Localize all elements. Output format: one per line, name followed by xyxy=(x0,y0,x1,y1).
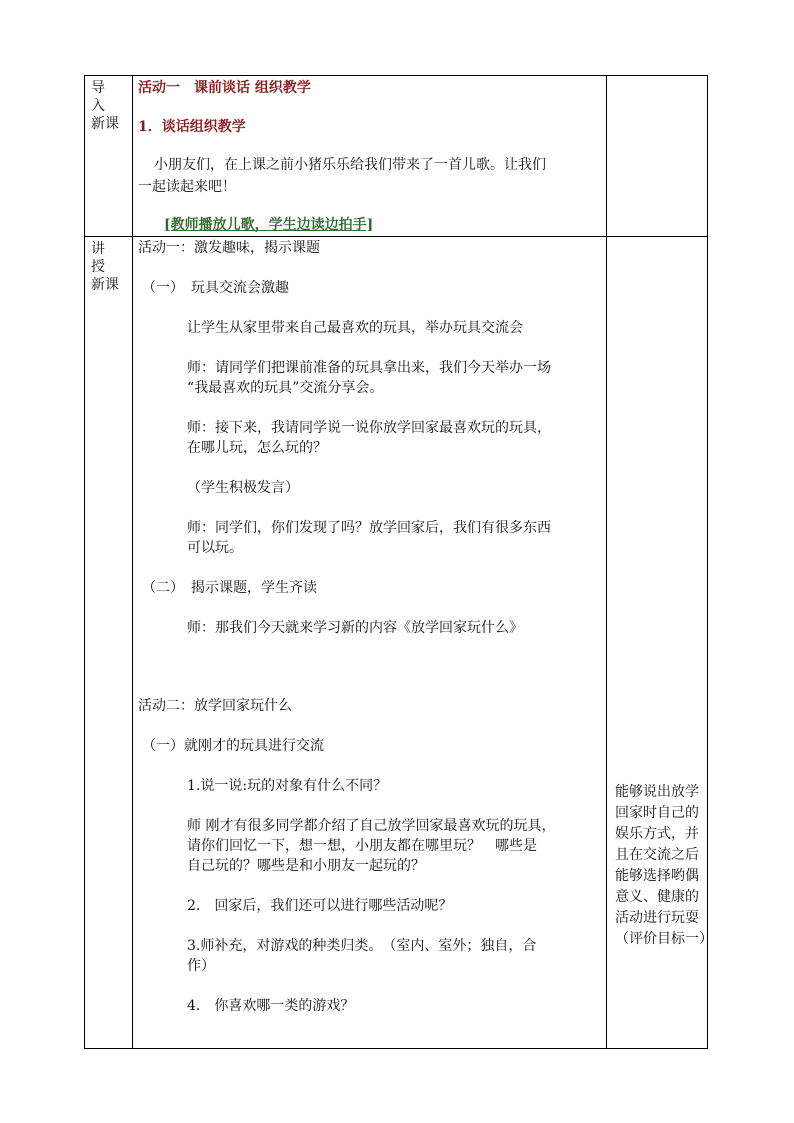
evaluation-line: 娱乐方式，并 xyxy=(615,826,699,842)
lesson-line: 1.说一说:玩的对象有什么不同？ xyxy=(187,778,388,794)
intro-label-cell xyxy=(85,76,133,237)
lesson-line: 师 刚才有很多同学都介绍了自己放学回家最喜欢玩的玩具， xyxy=(187,818,556,834)
intro-row xyxy=(85,76,708,237)
evaluation-line: （评价目标一） xyxy=(615,931,713,947)
lesson-line: 3.师补充，对游戏的种类归类。 （室内、室外；独自，合 xyxy=(187,938,537,954)
section1-heading: （一） 玩具交流会激趣 xyxy=(142,280,289,296)
lesson-line: 2. 回家后，我们还可以进行哪些活动呢？ xyxy=(187,898,453,914)
lesson-line: 师：请同学们把课前准备的玩具拿出来，我们今天举办一场 xyxy=(187,360,551,376)
intro-eval-cell xyxy=(607,76,708,237)
section2-heading: （二） 揭示课题，学生齐读 xyxy=(142,580,317,596)
lesson-content-cell xyxy=(133,237,607,1049)
intro-step-title: 1．谈话组织教学 xyxy=(138,119,246,135)
intro-paragraph-line1: 小朋友们，在上课之前小猪乐乐给我们带来了一首儿歌。让我们 xyxy=(154,157,546,173)
activity2-title: 活动二：放学回家玩什么 xyxy=(138,698,292,714)
intro-label-line1: 导 入 xyxy=(91,80,111,114)
lesson-eval-cell xyxy=(607,237,713,1049)
lesson-line: （学生积极发言） xyxy=(187,480,299,496)
lesson-line: 可以玩。 xyxy=(187,540,243,556)
lesson-label-line2: 新课 xyxy=(91,277,119,293)
lesson-line: 作） xyxy=(187,958,215,974)
intro-paragraph-line2: 一起读起来吧！ xyxy=(138,179,236,195)
intro-content-cell xyxy=(133,76,607,237)
intro-label-line2: 新课 xyxy=(91,116,119,132)
lesson-plan-table xyxy=(84,75,713,1049)
lesson-line: 师：接下来，我请同学说一说你放学回家最喜欢玩的玩具， xyxy=(187,420,551,436)
evaluation-note xyxy=(615,782,713,950)
evaluation-line: 能够选择哟偶 xyxy=(615,868,699,884)
lesson-line: “我最喜欢的玩具”交流分享会。 xyxy=(187,380,384,396)
evaluation-line: 活动进行玩耍 xyxy=(615,910,699,926)
activity1-title: 活动一：激发趣味，揭示课题 xyxy=(138,240,320,256)
activity2-section1-heading: （一）就刚才的玩具进行交流 xyxy=(142,738,324,754)
evaluation-line: 且在交流之后 xyxy=(615,847,699,863)
lesson-line: 让学生从家里带来自己最喜欢的玩具，举办玩具交流会 xyxy=(187,320,523,336)
lesson-row xyxy=(85,237,708,1049)
lesson-line: 请你们回忆一下，想一想，小朋友都在哪里玩？ 哪些是 xyxy=(187,838,537,854)
evaluation-line: 回家时自己的 xyxy=(615,805,699,821)
lesson-line: 师：同学们，你们发现了吗？放学回家后，我们有很多东西 xyxy=(187,520,551,536)
lesson-label-cell xyxy=(85,237,133,1049)
lesson-line: 自己玩的？哪些是和小朋友一起玩的？ xyxy=(187,858,425,874)
evaluation-line: 能够说出放学 xyxy=(615,784,699,800)
intro-teacher-note: [教师播放儿歌，学生边读边拍手] xyxy=(164,217,374,233)
lesson-line: 师：那我们今天就来学习新的内容《放学回家玩什么》 xyxy=(187,620,523,636)
lesson-line: 4. 你喜欢哪一类的游戏？ xyxy=(187,998,355,1014)
lesson-line: 在哪儿玩，怎么玩的？ xyxy=(187,440,327,456)
evaluation-line: 意义、健康的 xyxy=(615,889,699,905)
intro-activity-title: 活动一 课前谈话 组织教学 xyxy=(138,80,311,96)
lesson-label-line1: 讲 授 xyxy=(91,241,111,275)
